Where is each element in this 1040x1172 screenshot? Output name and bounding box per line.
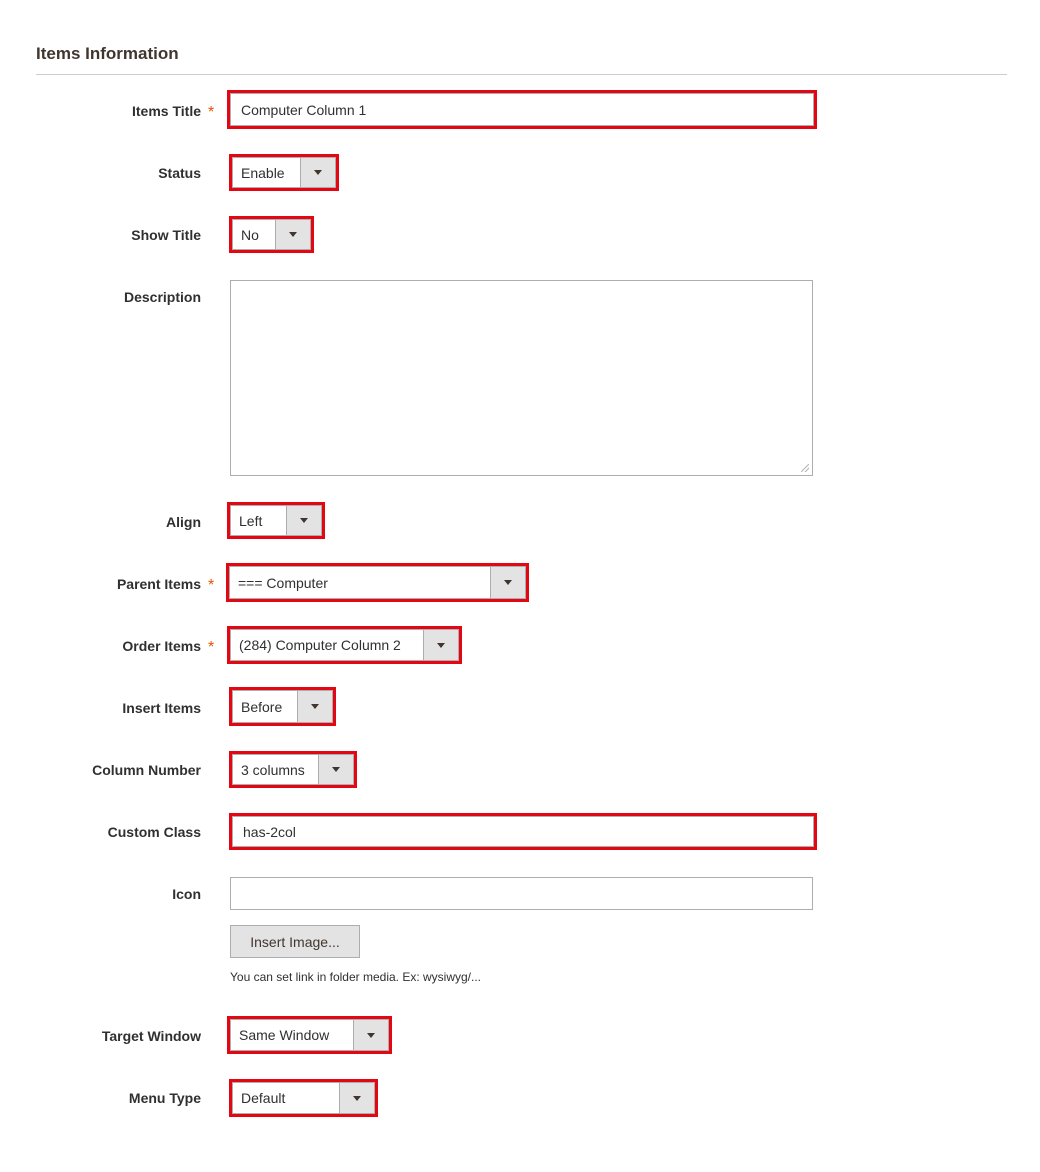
- show-title-label: Show Title: [131, 227, 201, 243]
- order-items-select[interactable]: [230, 629, 459, 661]
- status-value: Enable: [241, 164, 285, 181]
- insert-items-select[interactable]: [232, 690, 333, 723]
- column-number-select[interactable]: [232, 754, 354, 785]
- items-title-label: Items Title: [132, 103, 201, 119]
- menu-type-value: Default: [241, 1090, 286, 1106]
- section-title: Items Information: [36, 44, 179, 63]
- chevron-down-icon: [300, 158, 335, 187]
- chevron-down-icon: [286, 506, 321, 535]
- chevron-down-icon: [339, 1083, 374, 1113]
- menu-type-select[interactable]: [232, 1082, 375, 1114]
- chevron-down-icon: [275, 220, 310, 249]
- align-label: Align: [166, 514, 201, 530]
- insert-image-button[interactable]: Insert Image...: [230, 925, 360, 958]
- status-label: Status: [158, 165, 201, 181]
- required-marker: *: [208, 104, 215, 121]
- custom-class-label: Custom Class: [107, 824, 201, 840]
- show-title-value: No: [241, 226, 259, 243]
- insert-items-value: Before: [241, 698, 283, 715]
- parent-items-select[interactable]: [229, 566, 526, 599]
- align-value: Left: [239, 512, 263, 529]
- order-items-value: (284) Computer Column 2: [239, 637, 401, 653]
- parent-items-label: Parent Items: [116, 576, 201, 592]
- icon-help-note: You can set link in folder media. Ex: wysiwyg/...: [230, 970, 482, 984]
- resize-handle-icon[interactable]: [801, 464, 809, 472]
- description-label: Description: [123, 289, 201, 305]
- required-marker: *: [208, 577, 215, 594]
- align-select[interactable]: [230, 505, 322, 536]
- chevron-down-icon: [423, 630, 458, 660]
- menu-type-label: Menu Type: [128, 1090, 201, 1106]
- order-items-label: Order Items: [122, 638, 201, 654]
- custom-class-input[interactable]: has-2col: [232, 816, 814, 847]
- insert-items-label: Insert Items: [122, 700, 201, 716]
- status-select[interactable]: [232, 157, 336, 188]
- icon-input[interactable]: [230, 877, 813, 910]
- section-divider: [36, 74, 1007, 75]
- required-marker: *: [208, 639, 215, 656]
- column-number-value: 3 columns: [241, 761, 305, 778]
- target-window-value: Same Window: [239, 1027, 330, 1043]
- chevron-down-icon: [490, 567, 525, 598]
- chevron-down-icon: [297, 691, 332, 722]
- description-textarea[interactable]: [230, 280, 813, 476]
- parent-items-value: === Computer: [238, 574, 328, 591]
- target-window-label: Target Window: [101, 1028, 201, 1044]
- show-title-select[interactable]: [232, 219, 311, 250]
- chevron-down-icon: [353, 1020, 388, 1050]
- target-window-select[interactable]: [230, 1019, 389, 1051]
- chevron-down-icon: [318, 755, 353, 784]
- icon-label: Icon: [172, 886, 201, 902]
- items-title-input[interactable]: Computer Column 1: [230, 93, 814, 126]
- column-number-label: Column Number: [92, 762, 201, 778]
